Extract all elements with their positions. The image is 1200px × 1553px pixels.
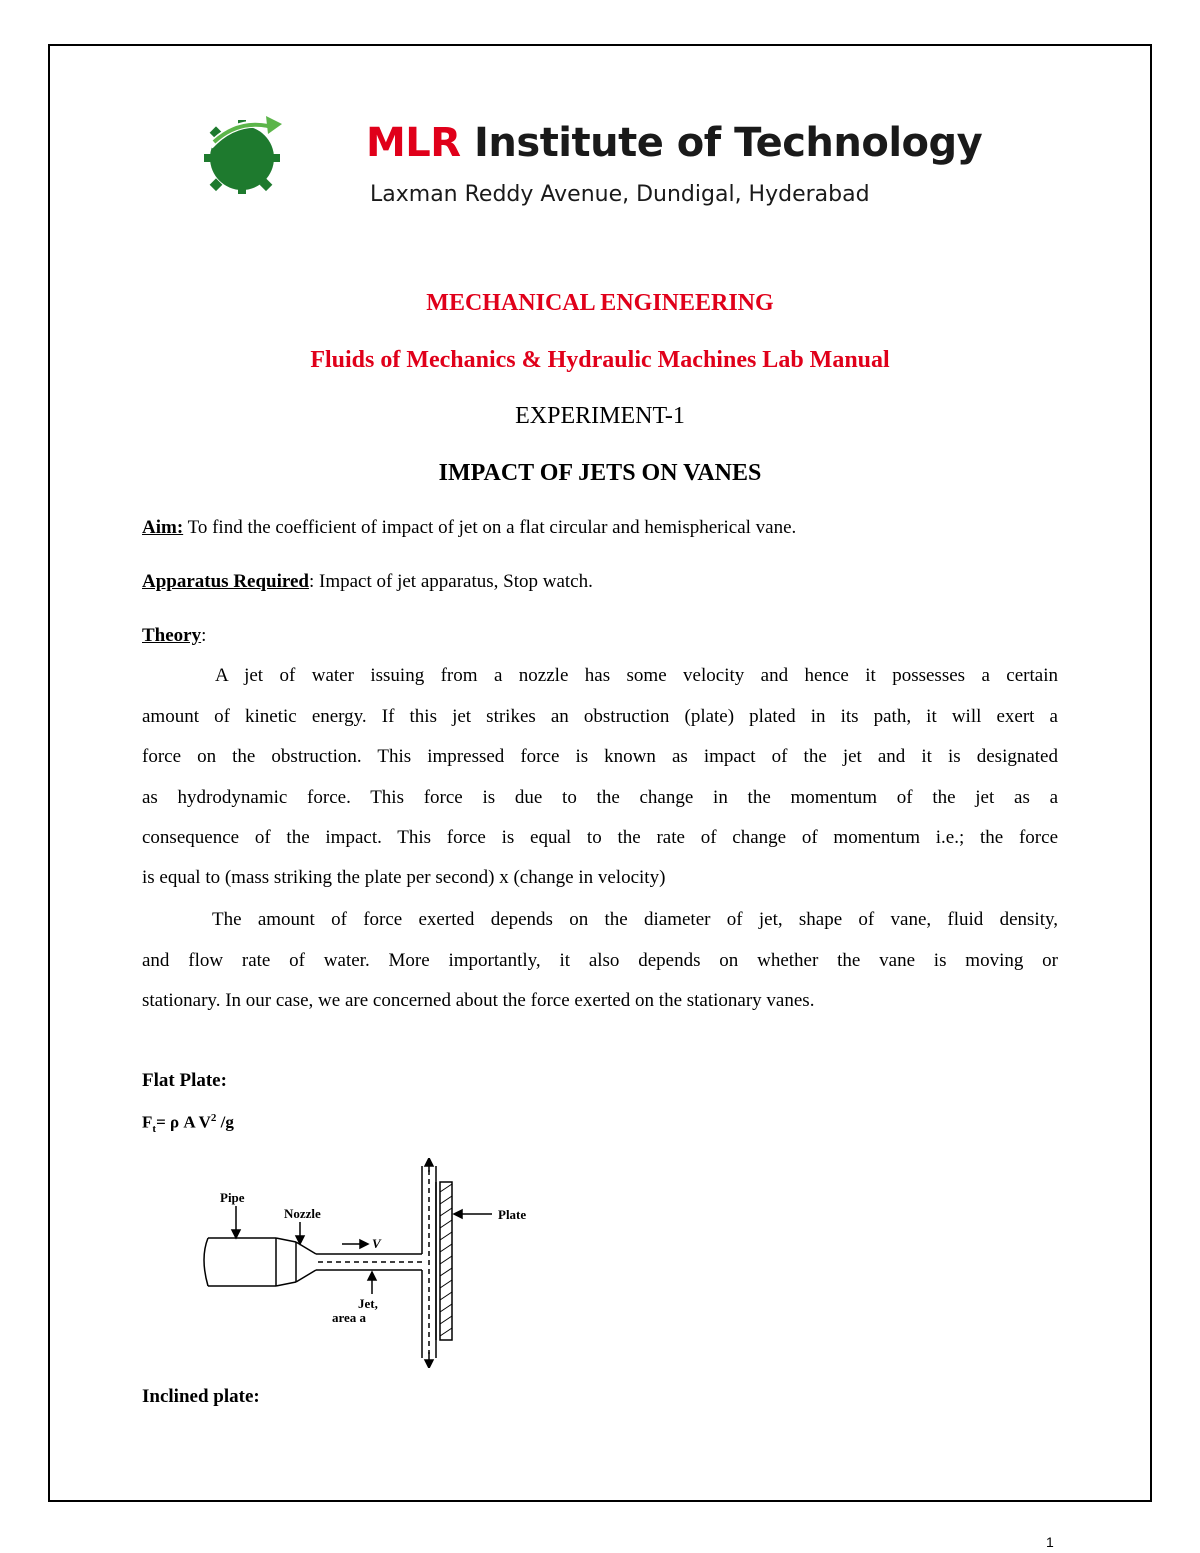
aim-text: To find the coefficient of impact of jet on a flat circular and hemispherical vane. — [183, 517, 797, 538]
theory-para1-line: force on the obstruction. This impressed force is known as impact of the jet and it is designated — [142, 746, 1058, 767]
flat-plate-diagram — [196, 1158, 556, 1368]
theory-para1-line: amount of kinetic energy. If this jet strikes an obstruction (plate) plated in its path, it will exert a — [142, 706, 1058, 727]
course-title: Fluids of Mechanics & Hydraulic Machines Lab Manual — [310, 347, 890, 373]
institute-name-highlight: MLR — [366, 120, 461, 166]
aim-line — [142, 517, 1058, 539]
theory-para1-line: consequence of the impact. This force is equal to the rate of change of momentum i.e.; the force — [142, 827, 1058, 848]
theory-para1-line: is equal to (mass striking the plate per second) x (change in velocity) — [142, 867, 666, 888]
label-jet: Jet, — [358, 1296, 378, 1311]
theory-para1-line: A jet of water issuing from a nozzle has some velocity and hence it possesses a certain — [215, 665, 1058, 686]
institute-name — [366, 120, 982, 166]
formula-end: /g — [216, 1112, 234, 1132]
institute-name-rest: Institute of Technology — [460, 120, 983, 166]
label-area: area a — [332, 1310, 367, 1325]
label-pipe: Pipe — [220, 1190, 245, 1205]
inclined-plate-heading: Inclined plate: — [142, 1386, 260, 1407]
theory-heading — [142, 625, 1058, 647]
theory-label: Theory — [142, 625, 202, 646]
theory-colon: : — [201, 625, 207, 646]
theory-para1-line: as hydrodynamic force. This force is due to the change in the momentum of the jet as a — [142, 787, 1058, 808]
page-number: 1 — [1046, 1534, 1054, 1550]
experiment-title: IMPACT OF JETS ON VANES — [438, 460, 762, 486]
apparatus-label: Apparatus Required — [142, 571, 309, 592]
label-plate: Plate — [498, 1207, 527, 1222]
formula-superscript: 2 — [210, 1112, 217, 1124]
apparatus-line — [142, 571, 1058, 593]
department-title: MECHANICAL ENGINEERING — [426, 290, 774, 316]
apparatus-text: : Impact of jet apparatus, Stop watch. — [308, 571, 593, 592]
experiment-number: EXPERIMENT-1 — [515, 403, 685, 429]
formula-subscript: t — [152, 1123, 157, 1136]
formula-middle: = ρ A V — [156, 1112, 211, 1132]
label-velocity: V — [372, 1236, 381, 1251]
flat-plate-heading: Flat Plate: — [142, 1070, 227, 1091]
theory-para2-line: The amount of force exerted depends on the diameter of jet, shape of vane, fluid density, — [212, 909, 1058, 930]
theory-para2-line: stationary. In our case, we are concerned about the force exerted on the stationary vanes. — [142, 990, 815, 1011]
label-nozzle: Nozzle — [284, 1206, 321, 1221]
institute-logo — [196, 104, 288, 196]
theory-para2-line: and flow rate of water. More importantly, it also depends on whether the vane is moving or — [142, 950, 1058, 971]
aim-label: Aim: — [142, 517, 184, 538]
formula-force: F — [142, 1112, 153, 1132]
flat-plate-formula — [142, 1112, 234, 1135]
institute-address: Laxman Reddy Avenue, Dundigal, Hyderabad — [370, 182, 870, 207]
